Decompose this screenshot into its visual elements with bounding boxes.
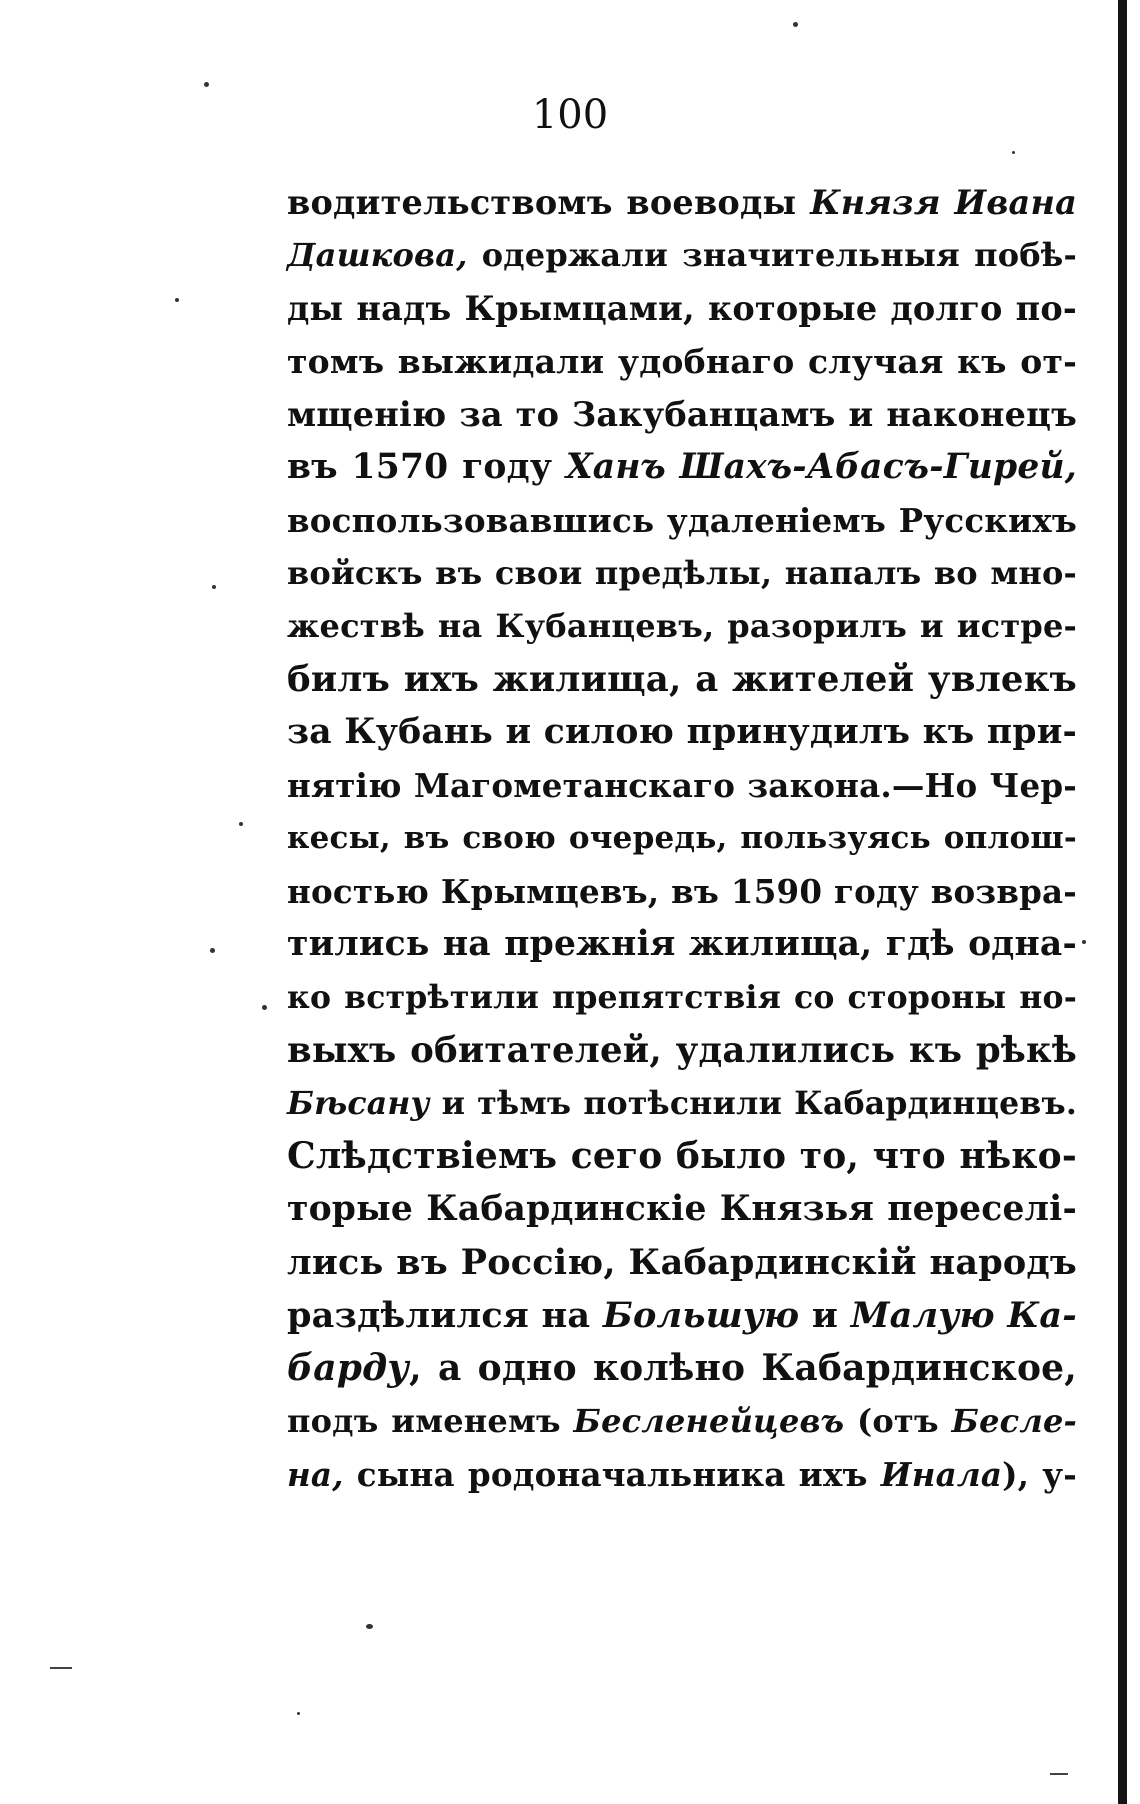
text-line (287, 1236, 1077, 1289)
italic-text-segment: Большую (602, 1295, 800, 1336)
text-segment: ко встрѣтили препятствія со стороны но- (287, 979, 1077, 1016)
text-line (287, 918, 1077, 971)
italic-text-segment: Бесленейцевъ (573, 1402, 845, 1440)
scan-speck (175, 298, 179, 302)
text-segment: въ 1570 году (287, 447, 566, 487)
text-segment: томъ выжидали удобнаго случая къ от- (287, 342, 1077, 381)
text-line (287, 282, 1077, 335)
text-segment: ды надъ Крымцами, которые долго по- (287, 289, 1077, 328)
text-line (287, 865, 1077, 918)
italic-text-segment: Инала (880, 1455, 1003, 1494)
text-segment: тились на прежнія жилища, гдѣ одна- (287, 924, 1077, 964)
text-segment: за Кубань и силою принудилъ къ при- (287, 712, 1077, 752)
text-segment: (отъ (844, 1402, 952, 1440)
page-number: 100 (531, 92, 609, 138)
body-text (287, 176, 1077, 1501)
text-segment: ), у- (1002, 1455, 1077, 1494)
italic-text-segment: Дашкова, (287, 236, 468, 274)
text-line (287, 759, 1077, 812)
text-segment: ностью Крымцевъ, въ 1590 году возвра- (287, 872, 1077, 911)
text-line (287, 547, 1077, 600)
italic-text-segment: барду (287, 1347, 410, 1389)
text-line (287, 441, 1077, 494)
italic-text-segment: Бѣсану (287, 1085, 430, 1122)
text-line (287, 335, 1077, 388)
text-segment: нятію Магометанскаго закона.—Но Чер- (287, 766, 1077, 805)
italic-text-segment: Князя Ивана (810, 183, 1077, 222)
scan-speck (366, 1624, 373, 1629)
text-line (287, 653, 1077, 706)
scan-speck (212, 585, 216, 589)
scan-speck (204, 82, 209, 87)
text-segment: лись въ Россію, Кабардинскій народъ (287, 1242, 1077, 1283)
text-segment: и (799, 1295, 851, 1336)
text-segment: торые Кабардинскіе Князья переселі- (287, 1189, 1077, 1229)
text-line (287, 1077, 1077, 1130)
text-segment: одержали значительныя побѣ- (467, 236, 1077, 274)
text-segment: жествѣ на Кубанцевъ, разорилъ и истре- (287, 607, 1077, 645)
text-line (287, 706, 1077, 759)
scan-speck (1082, 940, 1086, 944)
text-line (287, 1448, 1077, 1501)
scan-speck (210, 948, 215, 953)
text-segment: , а одно колѣно Кабардинское, (409, 1347, 1077, 1389)
text-line (287, 600, 1077, 653)
text-segment: кесы, въ свою очередь, пользуясь оплош- (287, 820, 1077, 856)
scan-dash-mark (50, 1667, 72, 1669)
text-line (287, 176, 1077, 229)
text-line (287, 812, 1077, 865)
text-line (287, 229, 1077, 282)
text-segment: водительствомъ воеводы (287, 183, 811, 222)
text-segment: подъ именемъ (287, 1402, 574, 1440)
scan-speck (793, 22, 798, 27)
text-segment: раздѣлился на (287, 1295, 603, 1336)
italic-text-segment: Бесле- (951, 1402, 1077, 1440)
italic-text-segment: Малую Ка- (850, 1295, 1078, 1336)
text-segment: и тѣмъ потѣснили Кабардинцевъ. (429, 1085, 1077, 1122)
text-line (287, 1395, 1077, 1448)
text-segment: сына родоначальника ихъ (343, 1455, 881, 1494)
text-segment: мщенію за то Закубанцамъ и наконецъ (287, 395, 1077, 434)
text-segment: воспользовавшись удаленіемъ Русскихъ (287, 501, 1077, 540)
text-segment: войскъ въ свои предѣлы, напалъ во мно- (287, 554, 1077, 592)
scan-speck (262, 1005, 267, 1010)
text-line (287, 971, 1077, 1024)
text-segment: Слѣдствіемъ сего было то, что нѣко- (287, 1135, 1077, 1177)
italic-text-segment: Ханъ Шахъ-Абасъ-Гирей, (565, 447, 1077, 487)
text-line (287, 494, 1077, 547)
scan-dash-mark (1050, 1773, 1068, 1775)
page-edge-rule (1118, 0, 1127, 1804)
scan-speck (239, 822, 243, 826)
text-line (287, 1130, 1077, 1183)
italic-text-segment: на, (287, 1455, 344, 1494)
text-segment: билъ ихъ жилища, а жителей увлекъ (287, 659, 1077, 700)
text-line (287, 1024, 1077, 1077)
text-segment: выхъ обитателей, удалились къ рѣкѣ (287, 1030, 1077, 1071)
scan-speck (1012, 151, 1015, 154)
scan-speck (297, 1712, 300, 1715)
text-line (287, 1289, 1077, 1342)
text-line (287, 1342, 1077, 1395)
text-line (287, 1183, 1077, 1236)
text-line (287, 388, 1077, 441)
